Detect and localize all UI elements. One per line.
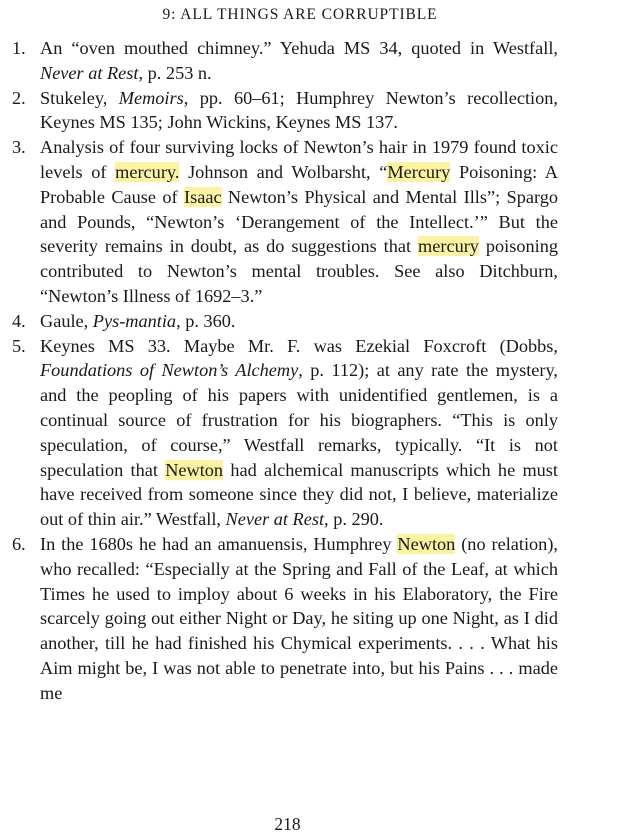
endnote-number: 6. <box>12 533 26 554</box>
endnote-text <box>40 137 558 306</box>
endnote-number: 2. <box>12 87 26 108</box>
text-run: Keynes MS 33. Maybe Mr. F. was Ezekial Foxcroft (Dobbs, <box>40 335 558 356</box>
italic-title: Never at Rest <box>225 509 325 530</box>
endnote-text <box>40 38 558 83</box>
text-run: , p. 112); at any rate the mystery, and the peopling of his papers with unidentified gentlemen, is a continual source of frustration for his biographers. “This is only speculation, of course,” Westfall remarks, typically. “It is not speculation that <box>40 360 558 480</box>
text-run: Poisoning: A Probable Cause of <box>40 161 558 207</box>
text-run: An “oven mouthed chimney.” Yehuda MS 34, quoted in Westfall, <box>40 38 558 58</box>
italic-title: Never at Rest <box>40 62 139 83</box>
text-run: In the 1680s he had an amanuensis, Humphrey <box>40 533 398 554</box>
endnote-text <box>40 534 558 703</box>
page-number: 218 <box>274 814 301 834</box>
search-highlight: Isaac <box>184 186 222 207</box>
endnote-text <box>40 311 235 331</box>
endnote <box>0 334 558 532</box>
endnote <box>0 36 558 86</box>
text-run: Gaule, <box>40 310 93 331</box>
endnote-number: 3. <box>12 137 26 158</box>
text-run: Johnson and Wolbarsht, “ <box>179 161 388 182</box>
search-highlight: mercury <box>418 236 479 257</box>
endnotes-list <box>0 36 623 706</box>
text-run: (no relation), who recalled: “Especially at the Spring and Fall of the Leaf, at which Times he used to imploy about 6 weeks in his Elaboratory, the Fire scarcely going out either Night or Day, he siting up one Night, as I did another, till he had finished his Chymical experiments. . . . What his Aim might be, I was not able to penetrate into, but his Pains . . . made me <box>40 533 558 703</box>
endnote-text <box>40 336 558 530</box>
text-run: had alchemical manuscripts which he must have received from someone since they did not, I believe, materialize out of thin air.” Westfall, <box>40 459 558 530</box>
search-highlight: Mercury <box>387 161 451 182</box>
text-run: , pp. 60–61; Humphrey Newton’s recollection, Keynes MS 135; John Wickins, Keynes MS 137. <box>40 87 558 133</box>
text-run: poisoning contributed to Newton’s mental troubles. See also Ditchburn, “Newton’s Illness of 1692–3.” <box>40 236 559 306</box>
text-run: , p. 253 n. <box>138 62 212 83</box>
search-highlight: mercury. <box>115 161 180 182</box>
text-run: Newton’s Physical and Mental Ills”; Spargo and Pounds, “Newton’s ‘Derangement of the Intellect.’” But the severity remains in doubt, as do suggestions that <box>40 186 558 257</box>
endnote-text <box>40 88 558 133</box>
endnote <box>0 309 558 334</box>
search-highlight: Newton <box>165 459 224 480</box>
running-head: 9: ALL THINGS ARE CORRUPTIBLE <box>162 6 438 23</box>
endnote <box>0 135 558 309</box>
endnote <box>0 532 558 706</box>
text-run: , p. 360. <box>176 310 236 331</box>
text-run: Stukeley, <box>40 87 119 108</box>
italic-title: Memoirs <box>118 87 184 108</box>
italic-title: Foundations of Newton’s Alchemy <box>40 360 299 381</box>
endnote-number: 1. <box>12 38 26 58</box>
text-run: , p. 290. <box>324 509 384 530</box>
endnote <box>0 86 558 136</box>
endnote-number: 5. <box>12 335 26 356</box>
italic-title: Pys-mantia <box>92 310 177 331</box>
endnote-number: 4. <box>12 310 26 331</box>
search-highlight: Newton <box>397 533 456 554</box>
text-run: Analysis of four surviving locks of Newton’s hair in 1979 found toxic levels of <box>40 137 558 182</box>
